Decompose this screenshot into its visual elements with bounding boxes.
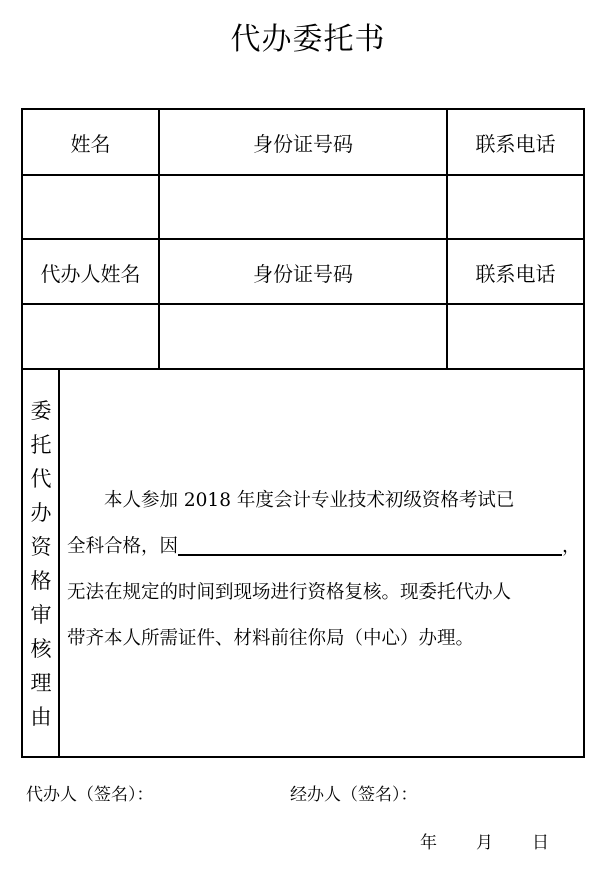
date-day-label: 日: [532, 833, 549, 853]
document-title: 代办委托书: [230, 22, 386, 57]
reason-line-2-suffix: ，: [562, 536, 581, 557]
section-label-char: 资: [30, 535, 52, 559]
section-label-char: 核: [30, 637, 52, 661]
header-id-number: 身份证号码: [253, 131, 353, 156]
section-label-char: 理: [30, 671, 52, 695]
header-agent-name: 代办人姓名: [40, 261, 141, 286]
agent-phone-cell[interactable]: [448, 305, 583, 369]
reason-line-2: [67, 524, 579, 570]
reason-blank-field[interactable]: [178, 528, 562, 556]
section-label-char: 审: [30, 603, 52, 627]
section-label-char: 托: [30, 433, 52, 457]
entrustment-form-table: [21, 108, 585, 758]
reason-line-4: 带齐本人所需证件、材料前往你局（中心）办理。: [67, 628, 475, 649]
header-agent-id-number: 身份证号码: [253, 261, 353, 286]
section-label-char: 委: [30, 399, 52, 423]
agent-signature-label: 代办人（签名）：: [26, 785, 154, 805]
agent-id-number-cell[interactable]: [160, 305, 446, 369]
id-number-cell[interactable]: [160, 176, 446, 240]
header-agent-phone: 联系电话: [475, 261, 556, 286]
section-label-char: 格: [30, 569, 52, 593]
reason-line-1: 本人参加 2018 年度会计专业技术初级资格考试已: [104, 490, 515, 511]
reason-text-block: [67, 478, 579, 662]
section-label-char: 办: [30, 501, 52, 525]
section-label-vertical: [23, 370, 59, 758]
header-name: 姓名: [70, 131, 111, 156]
agent-name-cell[interactable]: [23, 305, 158, 369]
name-cell[interactable]: [23, 176, 158, 240]
reason-line-3: 无法在规定的时间到现场进行资格复核。现委托代办人: [67, 582, 512, 603]
reason-line-2-prefix: 全科合格，因: [67, 536, 179, 557]
header-phone: 联系电话: [475, 131, 556, 156]
phone-cell[interactable]: [448, 176, 583, 240]
section-label-char: 由: [30, 705, 52, 729]
date-year-label: 年: [420, 833, 437, 853]
handler-signature-label: 经办人（签名）：: [290, 785, 418, 805]
section-label-char: 代: [30, 467, 52, 491]
date-month-label: 月: [476, 833, 493, 853]
